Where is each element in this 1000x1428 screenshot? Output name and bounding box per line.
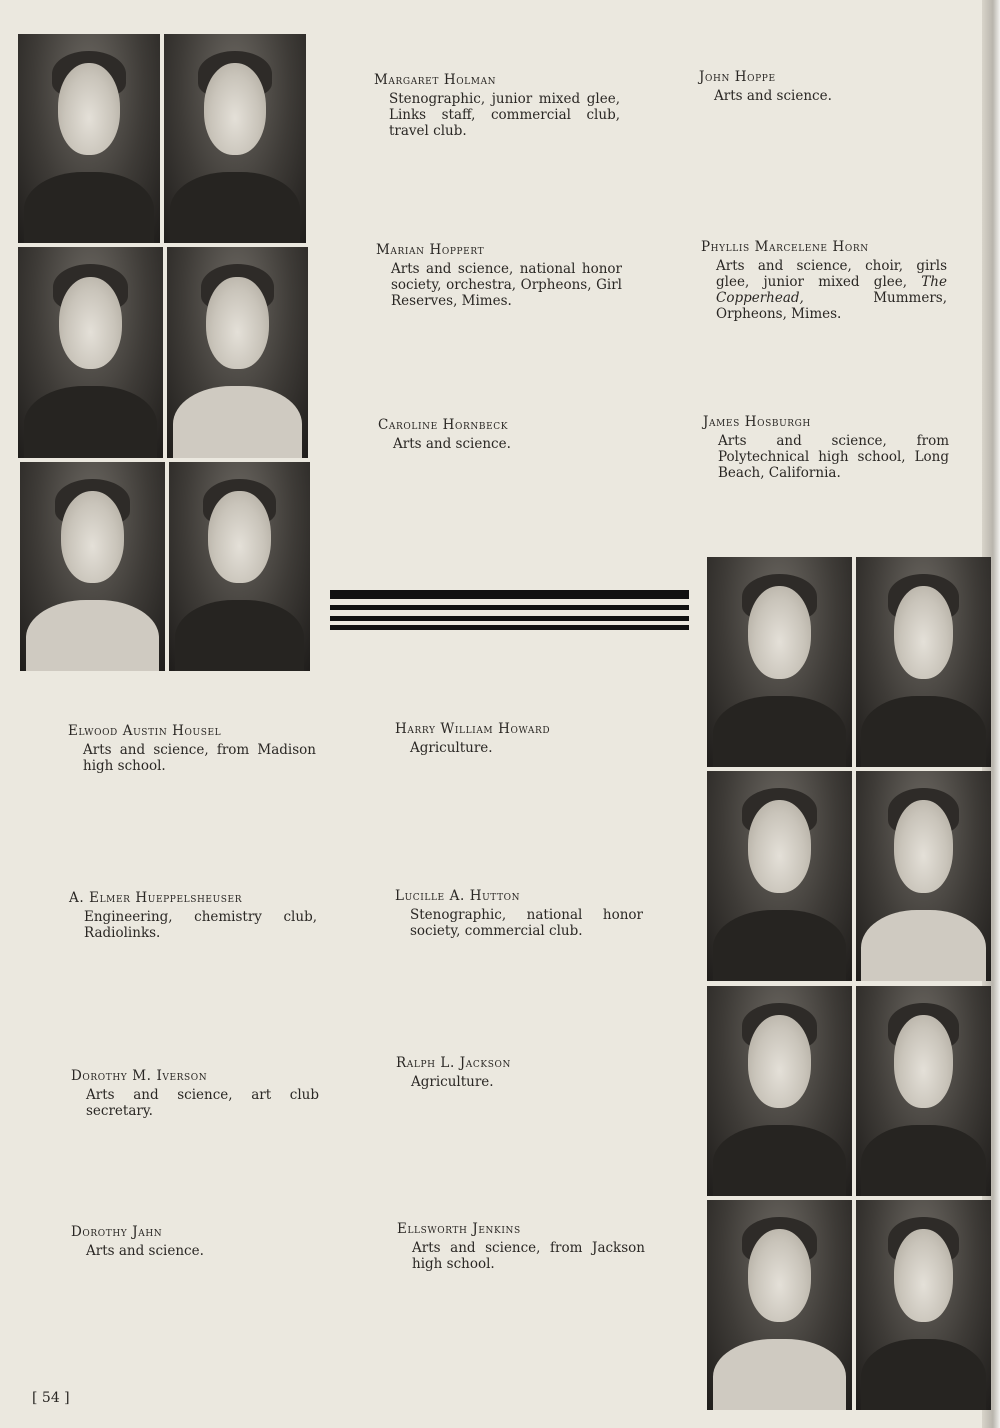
student-name: Caroline Hornbeck — [378, 417, 509, 433]
student-name: Phyllis Marcelene Horn — [701, 239, 869, 255]
student-entry — [703, 414, 949, 481]
student-activities: Engineering, chemistry club, Radiolinks. — [84, 909, 317, 941]
portrait-photo — [856, 986, 991, 1196]
student-entry — [396, 1055, 644, 1090]
activities-text: Arts and science, choir, girls glee, junior mixed glee, — [716, 258, 947, 290]
student-activities: Arts and science, from Madison high school. — [83, 742, 316, 774]
student-name: A. Elmer Hueppelsheuser — [69, 890, 243, 906]
student-entry — [376, 242, 622, 309]
rule — [330, 605, 689, 610]
student-entry — [71, 1224, 319, 1259]
student-entry — [701, 239, 947, 322]
portrait-photo — [18, 247, 163, 458]
page-number: [ 54 ] — [32, 1390, 70, 1406]
portrait-photo — [18, 34, 160, 243]
portrait-photo — [856, 1200, 991, 1410]
student-activities: Agriculture. — [411, 1074, 494, 1090]
portrait-photo — [856, 557, 991, 767]
student-name: Dorothy M. Iverson — [71, 1068, 208, 1084]
portrait-photo — [164, 34, 306, 243]
student-name: John Hoppe — [699, 69, 776, 85]
rule — [330, 625, 689, 630]
student-entry — [68, 723, 316, 774]
student-activities: Arts and science, from Polytechnical high school, Long Beach, California. — [718, 433, 949, 481]
rule-thick — [330, 590, 689, 599]
student-entry — [397, 1221, 645, 1272]
student-entry — [69, 890, 317, 941]
student-activities: Arts and science, art club secretary. — [86, 1087, 319, 1119]
student-name: Ellsworth Jenkins — [397, 1221, 521, 1237]
portrait-photo — [707, 771, 852, 981]
publication-title: The Copperhead, — [716, 274, 947, 306]
student-activities: Arts and science, national honor society, orchestra, Orpheons, Girl Reserves, Mimes. — [391, 261, 622, 309]
student-name: Dorothy Jahn — [71, 1224, 163, 1240]
portrait-photo — [707, 1200, 852, 1410]
student-name: Harry William Howard — [395, 721, 551, 737]
activities-text: Mummers, Orpheons, Mimes. — [716, 290, 947, 322]
student-entry — [395, 721, 643, 756]
portrait-photo — [856, 771, 991, 981]
portrait-photo — [169, 462, 310, 671]
student-entry — [699, 69, 949, 104]
student-name: James Hosburgh — [703, 414, 811, 430]
student-activities: Agriculture. — [410, 740, 493, 756]
student-entry — [71, 1068, 319, 1119]
decorative-rules — [330, 590, 689, 630]
student-name: Lucille A. Hutton — [395, 888, 521, 904]
student-name: Elwood Austin Housel — [68, 723, 222, 739]
portrait-photo — [707, 557, 852, 767]
student-entry — [395, 888, 643, 939]
portrait-photo — [707, 986, 852, 1196]
portrait-photo — [20, 462, 165, 671]
student-activities: Arts and science. — [714, 88, 832, 104]
student-activities: Arts and science, from Jackson high school. — [412, 1240, 645, 1272]
student-name: Ralph L. Jackson — [396, 1055, 511, 1071]
student-activities: Arts and science. — [393, 436, 511, 452]
portrait-photo — [167, 247, 308, 458]
rule — [330, 616, 689, 621]
student-activities: Stenographic, junior mixed glee, Links staff, commercial club, travel club. — [389, 91, 620, 139]
student-name: Marian Hoppert — [376, 242, 485, 258]
student-name: Margaret Holman — [374, 72, 497, 88]
student-entry — [374, 72, 620, 139]
student-activities: Stenographic, national honor society, commercial club. — [410, 907, 643, 939]
student-entry — [378, 417, 624, 452]
student-activities: Arts and science. — [86, 1243, 204, 1259]
student-activities — [701, 258, 947, 322]
